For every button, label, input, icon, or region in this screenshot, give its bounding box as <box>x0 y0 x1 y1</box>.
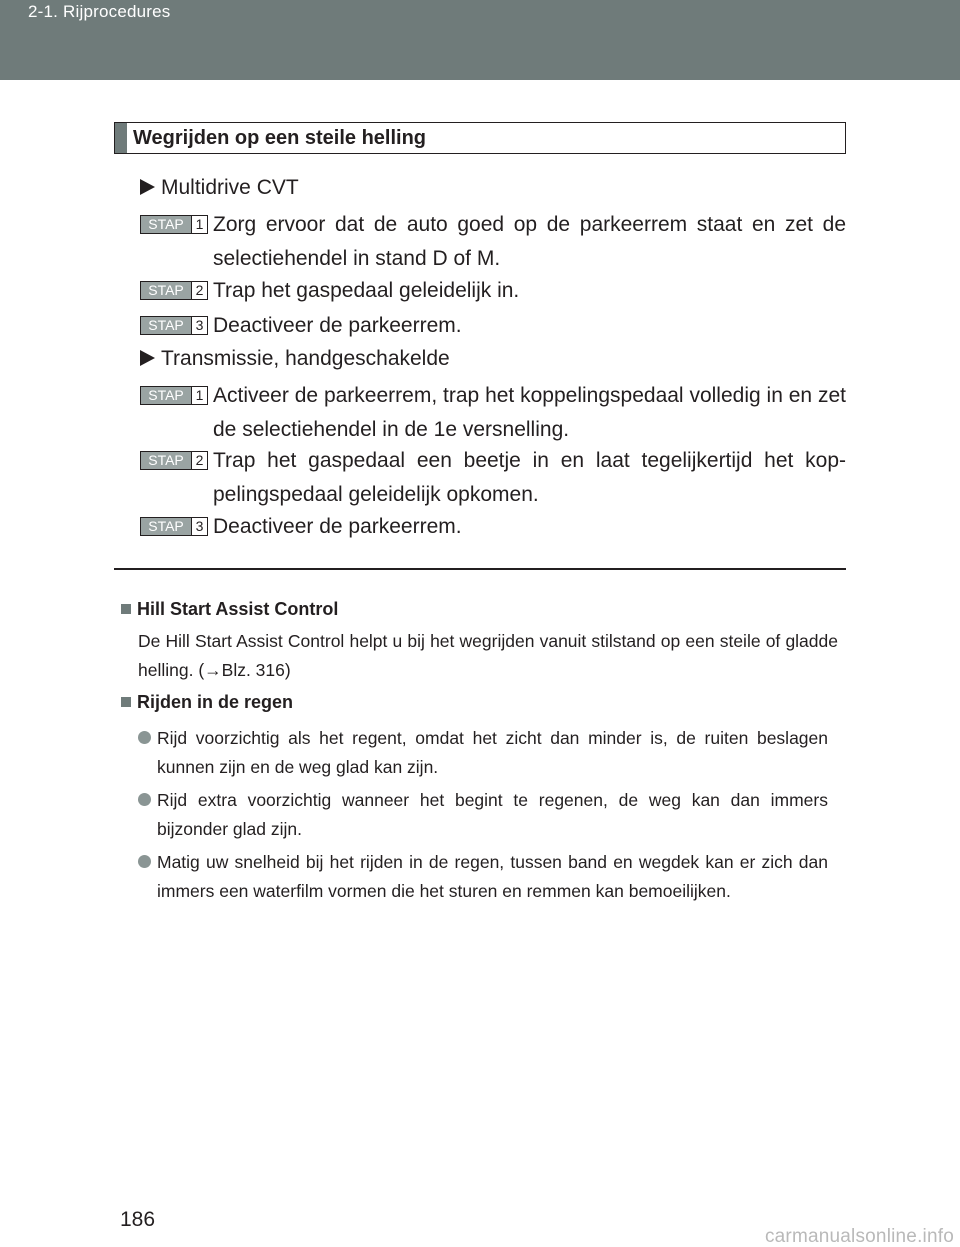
section-divider <box>114 568 846 570</box>
bullet-text: Matig uw snelheid bij het rijden in de regen, tussen band en wegdek kan er zich dan immers een waterfilm vormen die het sturen en remmen kan bemoeilijken. <box>157 852 828 901</box>
step-badge-number: 1 <box>191 387 207 404</box>
rain-bullet-3 <box>138 848 828 906</box>
note-heading-rain <box>121 692 293 713</box>
step-badge <box>140 386 208 405</box>
step-badge <box>140 215 208 234</box>
step-badge <box>140 316 208 335</box>
bullet-text: Rijd voorzichtig als het regent, omdat het zicht dan minder is, de ruiten beslagen kunnen zijn en de weg glad kan zijn. <box>157 728 828 777</box>
circle-bullet-icon <box>138 855 151 868</box>
step-badge <box>140 451 208 470</box>
section-title-accent <box>115 123 127 153</box>
cvt-subheading <box>140 176 299 200</box>
chapter-header-band <box>0 0 960 80</box>
triangle-right-icon <box>140 350 155 366</box>
cvt-step-1 <box>140 208 846 276</box>
step-badge-number: 2 <box>191 452 207 469</box>
step-badge-label: STAP <box>141 452 191 469</box>
manual-step-2 <box>140 444 846 512</box>
step-text: Zorg ervoor dat de auto goed op de parkeerrem staat en zet de selectiehendel in stand D of M. <box>213 213 846 270</box>
step-text: Activeer de parkeerrem, trap het koppelingspedaal volledig in en zet de selectiehendel in de 1e versnelling. <box>213 384 846 441</box>
step-badge-number: 3 <box>191 518 207 535</box>
step-text: Trap het gaspedaal een beetje in en laat tegelijkertijd het kop-pelingspedaal geleidelijk opkomen. <box>213 449 846 506</box>
rain-bullet-1 <box>138 724 828 782</box>
step-badge-label: STAP <box>141 282 191 299</box>
note-text-hill-start: De Hill Start Assist Control helpt u bij het wegrijden vanuit stilstand op een steile of gladde helling. (→Blz. 316) <box>138 631 838 680</box>
cvt-step-3 <box>140 309 846 343</box>
site-watermark: carmanualsonline.info <box>764 1226 954 1247</box>
step-badge-number: 2 <box>191 282 207 299</box>
section-title: Wegrijden op een steile helling <box>133 127 427 149</box>
cvt-subheading-label: Multidrive CVT <box>161 176 299 199</box>
step-text: Deactiveer de parkeerrem. <box>213 515 462 538</box>
step-badge-number: 3 <box>191 317 207 334</box>
cvt-step-2 <box>140 274 846 308</box>
square-bullet-icon <box>121 697 131 707</box>
manual-subheading-label: Transmissie, handgeschakelde <box>161 347 450 370</box>
step-badge-label: STAP <box>141 518 191 535</box>
square-bullet-icon <box>121 604 131 614</box>
step-badge-label: STAP <box>141 216 191 233</box>
step-badge-label: STAP <box>141 317 191 334</box>
step-badge <box>140 281 208 300</box>
manual-step-1 <box>140 379 846 447</box>
rain-bullet-2 <box>138 786 828 844</box>
chapter-title: 2-1. Rijprocedures <box>28 2 171 21</box>
step-text: Deactiveer de parkeerrem. <box>213 314 462 337</box>
triangle-right-icon <box>140 179 155 195</box>
step-badge-label: STAP <box>141 387 191 404</box>
step-badge <box>140 517 208 536</box>
manual-step-3 <box>140 510 846 544</box>
note-heading-hill-start <box>121 599 338 620</box>
circle-bullet-icon <box>138 793 151 806</box>
bullet-text: Rijd extra voorzichtig wanneer het begint te regenen, de weg kan dan immers bijzonder glad zijn. <box>157 790 828 839</box>
page-number: 186 <box>120 1208 156 1231</box>
step-text: Trap het gaspedaal geleidelijk in. <box>213 279 520 302</box>
step-badge-number: 1 <box>191 216 207 233</box>
manual-subheading <box>140 347 450 371</box>
section-title-box <box>114 122 846 154</box>
circle-bullet-icon <box>138 731 151 744</box>
note-heading-label: Hill Start Assist Control <box>137 599 339 619</box>
note-heading-label: Rijden in de regen <box>137 692 294 712</box>
